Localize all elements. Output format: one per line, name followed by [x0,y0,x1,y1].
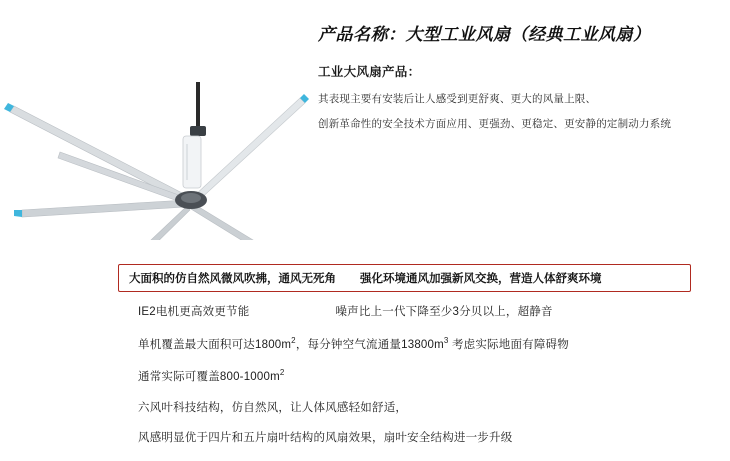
intro-line-1: 其表现主要有安装后让人感受到更舒爽、更大的风量上限、 [318,93,597,105]
fan-blades [4,94,309,240]
spec-row-2-part-b: ，每分钟空气流通量13800m [295,338,444,351]
fan-svg [0,40,310,240]
highlight-banner [118,264,691,292]
spec-row-2-part-a: 单机覆盖最大面积可达1800m [138,338,292,351]
spec-row-4: 六风叶科技结构，仿自然风，让人体风感轻如舒适， [138,401,408,414]
spec-row-1-left: IE2电机更高效更节能 [138,306,250,318]
intro-line-2: 创新革命性的安全技术方面应用、更强劲、更稳定、更安静的定制动力系统 [318,117,672,130]
highlight-text-secondary: 强化环境通风加强新风交换，营造人体舒爽环境 [360,273,602,285]
spec-list [138,304,698,461]
spec-row-3-sup: 2 [279,368,285,378]
intro-heading: 工业大风扇产品： [318,65,421,79]
fan-motor-housing [183,136,201,188]
spec-row-5: 风感明显优于四片和五片扇叶结构的风扇效果，扇叶安全结构进一步升级 [138,432,513,445]
page-title: 产品名称：大型工业风扇（经典工业风扇） [318,25,651,44]
highlight-text-primary: 大面积的仿自然风微风吹拂，通风无死角 [129,273,336,285]
spec-row-1 [138,304,698,321]
highlight-banner-content [119,265,690,291]
spec-row-2-sup-a: 2 [291,335,296,345]
spec-row-1-right: 噪声比上一代下降至少3分贝以上，超静音 [335,306,553,318]
spec-row-3-text: 通常实际可覆盖800-1000m [138,371,280,383]
fan-mounting-pole [190,82,206,136]
fan-hub [175,191,207,209]
fan-illustration [0,40,310,240]
spec-row-3 [138,367,698,386]
spec-row-2-sup-b: 3 [443,335,449,345]
intro-block [318,62,718,142]
spec-row-2 [138,335,698,354]
spec-row-2-part-c: 考虑实际地面有障碍物 [448,338,569,351]
